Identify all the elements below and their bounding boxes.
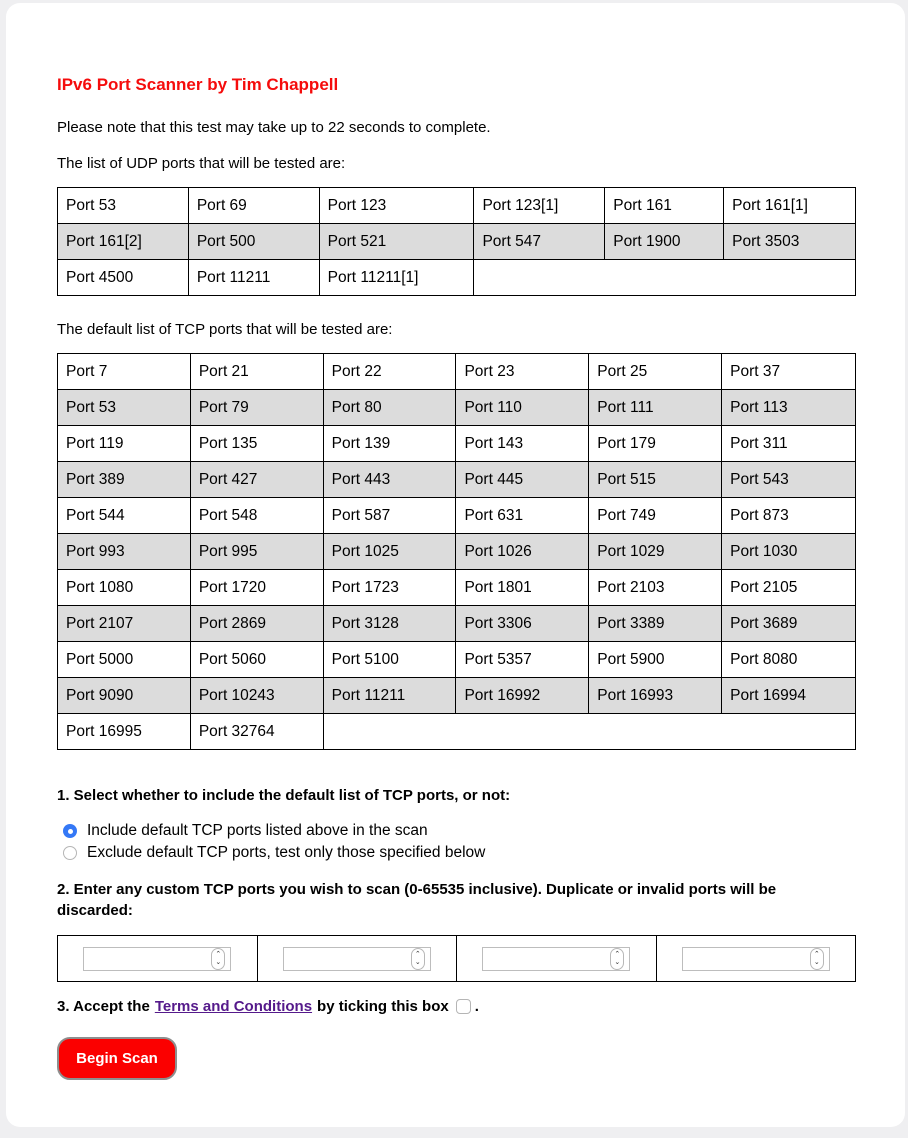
udp-row <box>58 188 856 224</box>
udp-port-cell: Port 521 <box>319 224 474 260</box>
tcp-port-cell: Port 2107 <box>58 606 191 642</box>
udp-port-cell: Port 123 <box>319 188 474 224</box>
tcp-port-cell: Port 32764 <box>190 714 323 750</box>
radio-exclude-label: Exclude default TCP ports, test only those specified below <box>87 844 486 861</box>
tcp-port-cell: Port 311 <box>722 426 856 462</box>
tcp-port-cell: Port 1801 <box>456 570 589 606</box>
udp-row <box>58 224 856 260</box>
udp-port-cell: Port 53 <box>58 188 189 224</box>
udp-empty-cell <box>474 260 856 296</box>
udp-port-cell: Port 161[2] <box>58 224 189 260</box>
tcp-port-cell: Port 9090 <box>58 678 191 714</box>
tcp-row <box>58 534 856 570</box>
tcp-row <box>58 606 856 642</box>
tcp-row <box>58 678 856 714</box>
tcp-port-cell: Port 1025 <box>323 534 456 570</box>
tcp-port-cell: Port 1026 <box>456 534 589 570</box>
udp-port-cell: Port 11211 <box>188 260 319 296</box>
spinner-icon[interactable]: ⌃ ⌄ <box>810 948 824 970</box>
tcp-port-cell: Port 1029 <box>589 534 722 570</box>
custom-port-input-3[interactable] <box>482 947 630 971</box>
step1-label: 1. Select whether to include the default list of TCP ports, or not: <box>57 787 511 804</box>
tcp-port-cell: Port 873 <box>722 498 856 534</box>
tcp-port-cell: Port 749 <box>589 498 722 534</box>
udp-port-cell: Port 69 <box>188 188 319 224</box>
tcp-empty-cell <box>323 714 855 750</box>
tcp-row <box>58 390 856 426</box>
tcp-port-cell: Port 3128 <box>323 606 456 642</box>
tcp-port-cell: Port 16993 <box>589 678 722 714</box>
tcp-port-cell: Port 8080 <box>722 642 856 678</box>
duration-note: Please note that this test may take up to 22 seconds to complete. <box>57 119 491 136</box>
tcp-port-cell: Port 427 <box>190 462 323 498</box>
tcp-row <box>58 498 856 534</box>
tcp-port-cell: Port 2869 <box>190 606 323 642</box>
tcp-port-cell: Port 25 <box>589 354 722 390</box>
tcp-port-cell: Port 2103 <box>589 570 722 606</box>
page-card <box>6 3 905 1127</box>
tcp-port-cell: Port 5000 <box>58 642 191 678</box>
tcp-intro: The default list of TCP ports that will be tested are: <box>57 321 393 338</box>
tcp-port-cell: Port 10243 <box>190 678 323 714</box>
tcp-row <box>58 642 856 678</box>
tcp-port-cell: Port 37 <box>722 354 856 390</box>
tcp-port-cell: Port 23 <box>456 354 589 390</box>
tcp-port-cell: Port 443 <box>323 462 456 498</box>
accept-terms-checkbox[interactable] <box>456 999 471 1014</box>
tcp-port-cell: Port 515 <box>589 462 722 498</box>
tcp-port-cell: Port 2105 <box>722 570 856 606</box>
tcp-port-cell: Port 5900 <box>589 642 722 678</box>
udp-intro: The list of UDP ports that will be tested are: <box>57 155 346 172</box>
tcp-ports-table <box>57 353 856 750</box>
tcp-port-cell: Port 3689 <box>722 606 856 642</box>
radio-selected-icon[interactable] <box>63 824 77 838</box>
tcp-port-cell: Port 110 <box>456 390 589 426</box>
tcp-port-cell: Port 548 <box>190 498 323 534</box>
custom-ports-table <box>57 935 856 982</box>
tcp-port-cell: Port 22 <box>323 354 456 390</box>
tcp-port-cell: Port 1720 <box>190 570 323 606</box>
step3-terms <box>57 998 479 1015</box>
tcp-port-cell: Port 445 <box>456 462 589 498</box>
tcp-row <box>58 426 856 462</box>
tcp-port-cell: Port 7 <box>58 354 191 390</box>
radio-exclude-default[interactable] <box>63 844 485 862</box>
tcp-port-cell: Port 135 <box>190 426 323 462</box>
tcp-port-cell: Port 80 <box>323 390 456 426</box>
tcp-row <box>58 354 856 390</box>
udp-port-cell: Port 11211[1] <box>319 260 474 296</box>
spinner-icon[interactable]: ⌃ ⌄ <box>411 948 425 970</box>
tcp-port-cell: Port 21 <box>190 354 323 390</box>
tcp-port-cell: Port 3389 <box>589 606 722 642</box>
tcp-port-cell: Port 11211 <box>323 678 456 714</box>
spinner-icon[interactable]: ⌃ ⌄ <box>610 948 624 970</box>
udp-port-cell: Port 1900 <box>605 224 724 260</box>
tcp-row <box>58 462 856 498</box>
tcp-port-cell: Port 389 <box>58 462 191 498</box>
tcp-port-cell: Port 143 <box>456 426 589 462</box>
udp-ports-table <box>57 187 856 296</box>
custom-port-input-2[interactable] <box>283 947 431 971</box>
tcp-port-cell: Port 543 <box>722 462 856 498</box>
udp-port-cell: Port 161[1] <box>724 188 856 224</box>
page-title: IPv6 Port Scanner by Tim Chappell <box>57 75 339 94</box>
tcp-port-cell: Port 16992 <box>456 678 589 714</box>
tcp-port-cell: Port 79 <box>190 390 323 426</box>
tcp-port-cell: Port 179 <box>589 426 722 462</box>
tcp-port-cell: Port 993 <box>58 534 191 570</box>
tcp-port-cell: Port 1030 <box>722 534 856 570</box>
begin-scan-button[interactable]: Begin Scan <box>57 1037 177 1080</box>
custom-port-input-4[interactable] <box>682 947 830 971</box>
radio-include-label: Include default TCP ports listed above in the scan <box>87 822 428 839</box>
tcp-port-cell: Port 139 <box>323 426 456 462</box>
udp-row <box>58 260 856 296</box>
tcp-row <box>58 570 856 606</box>
udp-port-cell: Port 500 <box>188 224 319 260</box>
tcp-port-cell: Port 111 <box>589 390 722 426</box>
spinner-icon[interactable]: ⌃ ⌄ <box>211 948 225 970</box>
terms-suffix: by ticking this box <box>317 998 449 1015</box>
udp-port-cell: Port 161 <box>605 188 724 224</box>
tcp-port-cell: Port 5100 <box>323 642 456 678</box>
tcp-port-cell: Port 995 <box>190 534 323 570</box>
tcp-port-cell: Port 3306 <box>456 606 589 642</box>
tcp-port-cell: Port 587 <box>323 498 456 534</box>
tcp-port-cell: Port 16994 <box>722 678 856 714</box>
custom-port-input-1[interactable] <box>83 947 231 971</box>
terms-prefix: 3. Accept the <box>57 998 150 1015</box>
udp-port-cell: Port 123[1] <box>474 188 605 224</box>
tcp-port-cell: Port 1723 <box>323 570 456 606</box>
terms-link[interactable]: Terms and Conditions <box>154 998 313 1015</box>
radio-include-default[interactable] <box>63 822 428 840</box>
tcp-port-cell: Port 5060 <box>190 642 323 678</box>
tcp-port-cell: Port 1080 <box>58 570 191 606</box>
tcp-port-cell: Port 5357 <box>456 642 589 678</box>
terms-end: . <box>474 998 479 1015</box>
tcp-row <box>58 714 856 750</box>
tcp-port-cell: Port 113 <box>722 390 856 426</box>
tcp-port-cell: Port 544 <box>58 498 191 534</box>
udp-port-cell: Port 547 <box>474 224 605 260</box>
tcp-port-cell: Port 16995 <box>58 714 191 750</box>
udp-port-cell: Port 3503 <box>724 224 856 260</box>
radio-unselected-icon[interactable] <box>63 846 77 860</box>
udp-port-cell: Port 4500 <box>58 260 189 296</box>
step2-label: 2. Enter any custom TCP ports you wish to scan (0-65535 inclusive). Duplicate or invalid ports will be discarded: <box>57 881 777 919</box>
tcp-port-cell: Port 119 <box>58 426 191 462</box>
tcp-port-cell: Port 53 <box>58 390 191 426</box>
tcp-port-cell: Port 631 <box>456 498 589 534</box>
